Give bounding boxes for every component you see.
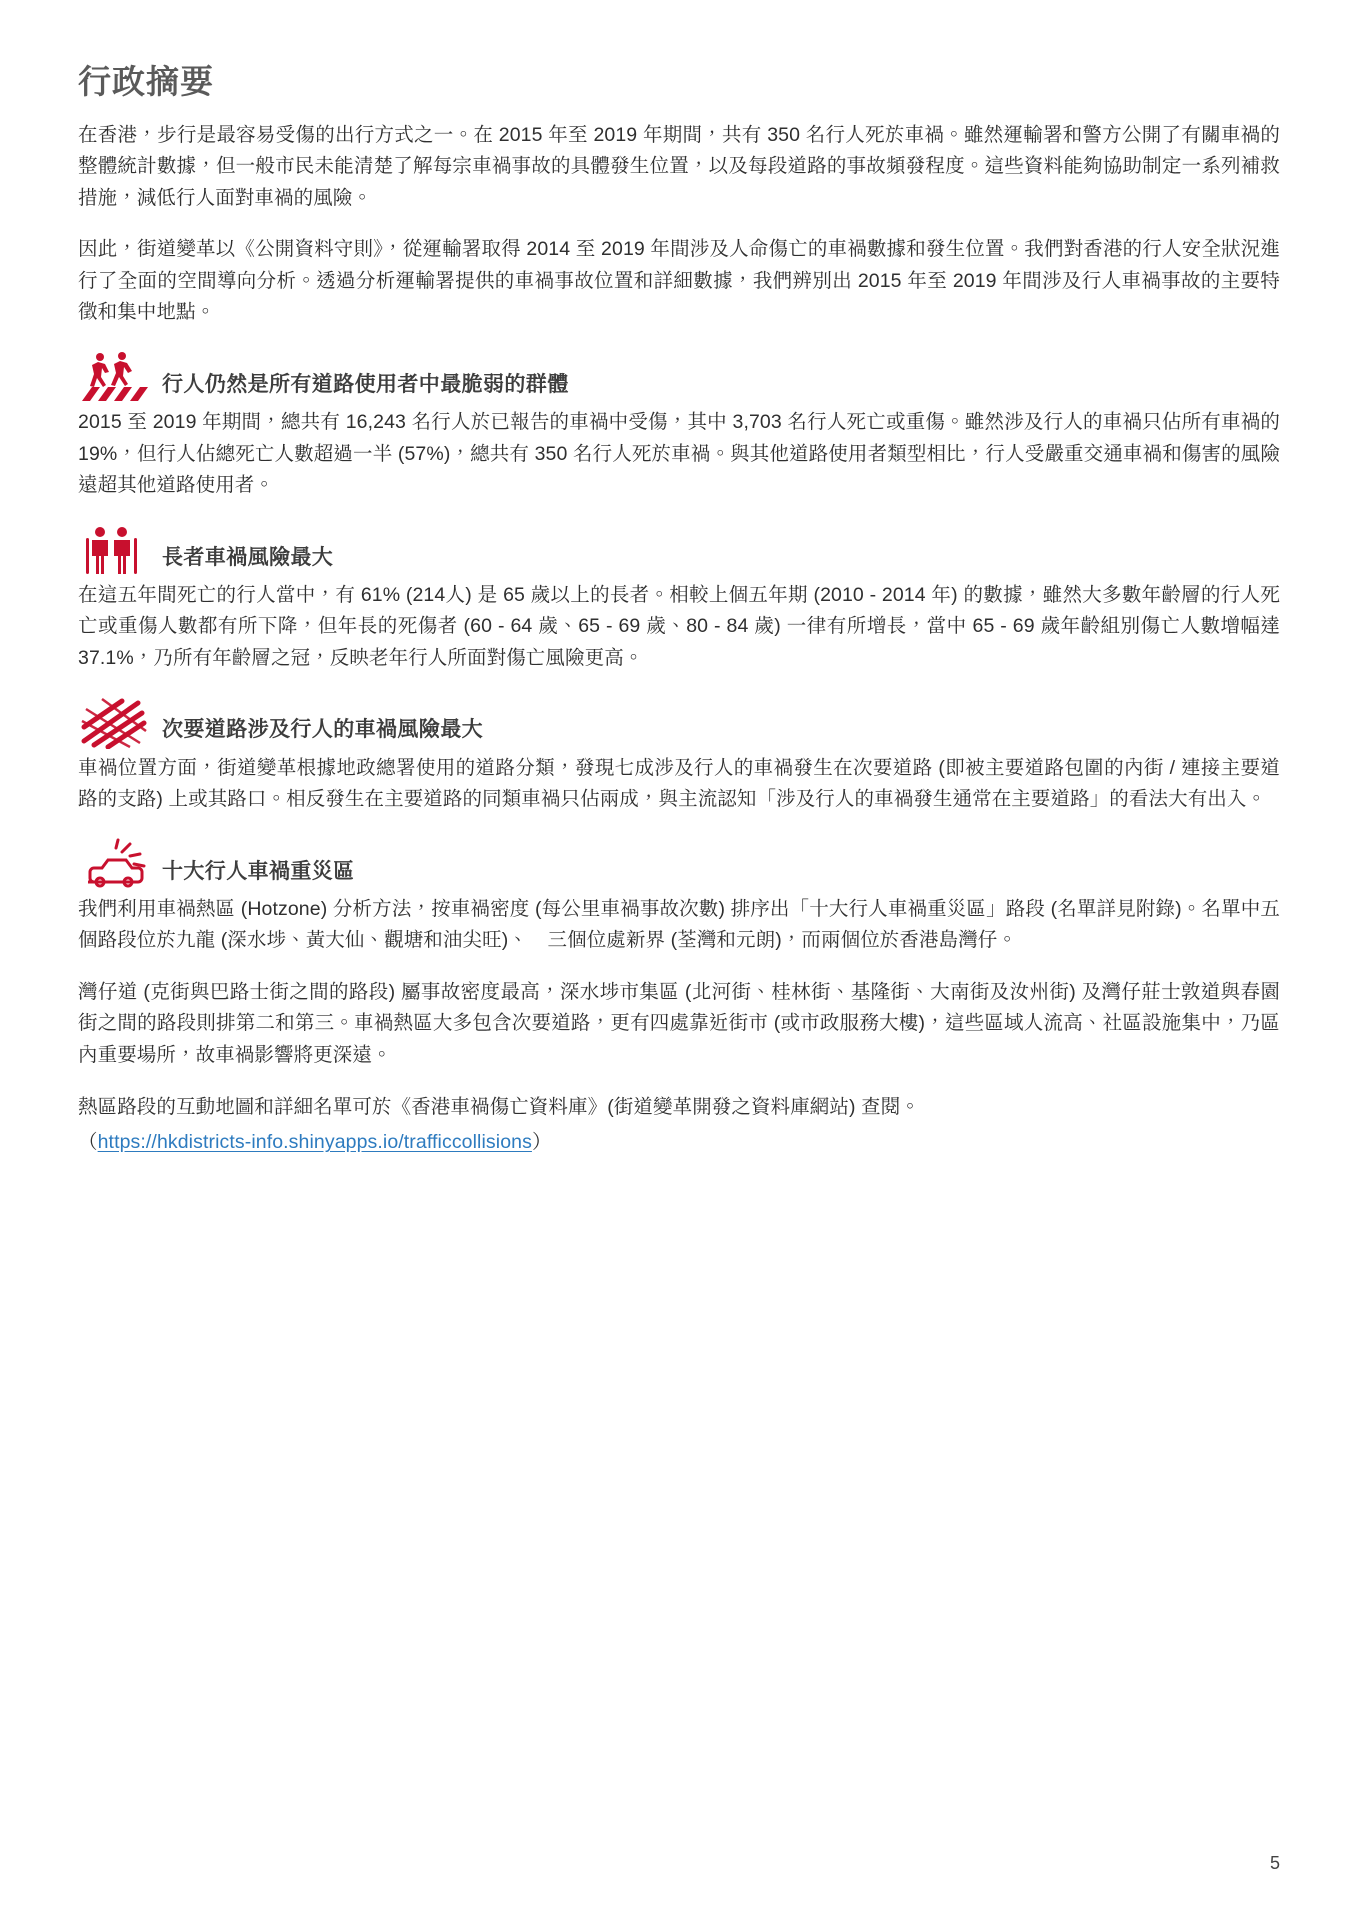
section-paragraph: 灣仔道 (克街與巴路士街之間的路段) 屬事故密度最高，深水埗市集區 (北河街、桂林街、基隆街、大南街及汝州街) 及灣仔莊士敦道與春園街之間的路段則排第二和第三。車禍熱區大多包含次要道路，更有四處靠近街市 (或市政服務大樓)，這些區域人流高、社區設施集中，乃區內重要場所，故車禍影響將更深遠。 [78,980,1280,1066]
section-heading [78,695,1280,747]
section-title: 長者車禍風險最大 [162,545,334,569]
section-title: 十大行人車禍重災區 [162,859,355,883]
section-paragraph: 在這五年間死亡的行人當中，有 61% (214人) 是 65 歲以上的長者。相較上個五年期 (2010 - 2014 年) 的數據，雖然大多數年齡層的行人死亡或重傷人數都有所下降，但年長的死傷者 (60 - 64 歲、65 - 69 歲、80 - 84 歲) 一律有所增長，當中 65 - 69 歲年齡組別傷亡人數增幅達 37.1%，乃所有年齡層之冠，反映老年行人所面對傷亡風險更高。 [78,583,1280,669]
footer-link-line [78,1127,1280,1159]
paren-close: ） [531,1131,552,1154]
section-paragraph: 2015 至 2019 年期間，總共有 16,243 名行人於已報告的車禍中受傷，其中 3,703 名行人死亡或重傷。雖然涉及行人的車禍只佔所有車禍的 19%，但行人佔總死亡人數超過一半 (57%)，總共有 350 名行人死於車禍。與其他道路使用者類型相比，行人受嚴重交通車禍和傷害的風險遠超其他道路使用者。 [78,411,1280,497]
car-crash-icon [78,836,156,888]
section-paragraph: 我們利用車禍熱區 (Hotzone) 分析方法，按車禍密度 (每公里車禍事故次數) 排序出「十大行人車禍重災區」路段 (名單詳見附錄)。名單中五個路段位於九龍 (深水埗、黃大仙、觀塘和油尖旺)、 三個位處新界 (荃灣和元朗)，而兩個位於香港島灣仔。 [78,897,1280,952]
section-elderly-risk [78,522,1280,675]
page-title: 行政摘要 [78,63,214,100]
section-paragraph: 車禍位置方面，街道變革根據地政總署使用的道路分類，發現七成涉及行人的車禍發生在次要道路 (即被主要道路包圍的內街 / 連接主要道路的支路) 上或其路口。相反發生在主要道路的同類車禍只佔兩成，與主流認知「涉及行人的車禍發生通常在主要道路」的看法大有出入。 [78,756,1280,811]
section-heading [78,836,1280,888]
footer-note [78,1092,1280,1124]
section-title: 行人仍然是所有道路使用者中最脆弱的群體 [162,372,569,396]
intro-paragraph-1: 在香港，步行是最容易受傷的出行方式之一。在 2015 年至 2019 年期間，共有 350 名行人死於車禍。雖然運輸署和警方公開了有關車禍的整體統計數據，但一般市民未能清楚了解每宗車禍事故的具體發生位置，以及每段道路的事故頻發程度。這些資料能夠協助制定一系列補救措施，減低行人面對車禍的風險。 [78,123,1280,209]
elderly-people-icon [78,522,156,574]
section-heading [78,349,1280,401]
page-number: 5 [1269,1853,1280,1873]
traffic-collisions-database-link[interactable]: https://hkdistricts-info.shinyapps.io/trafficcollisions [97,1131,532,1154]
section-top-ten-hotzones [78,836,1280,1072]
paren-open: （ [78,1131,98,1154]
section-title: 次要道路涉及行人的車禍風險最大 [162,718,483,742]
intro-paragraph-2: 因此，街道變革以《公開資料守則》，從運輸署取得 2014 至 2019 年間涉及人命傷亡的車禍數據和發生位置。我們對香港的行人安全狀況進行了全面的空間導向分析。透過分析運輸署提供的車禍事故位置和詳細數據，我們辨別出 2015 年至 2019 年間涉及行人車禍事故的主要特徵和集中地點。 [78,238,1280,324]
pedestrian-crossing-icon [78,349,156,401]
section-heading [78,522,1280,574]
footer-note-text: 熱區路段的互動地圖和詳細名單可於《香港車禍傷亡資料庫》(街道變革開發之資料庫網站) 查閱。 [78,1095,920,1118]
road-network-icon [78,695,156,747]
section-secondary-roads [78,695,1280,816]
section-pedestrian-vulnerability [78,349,1280,502]
